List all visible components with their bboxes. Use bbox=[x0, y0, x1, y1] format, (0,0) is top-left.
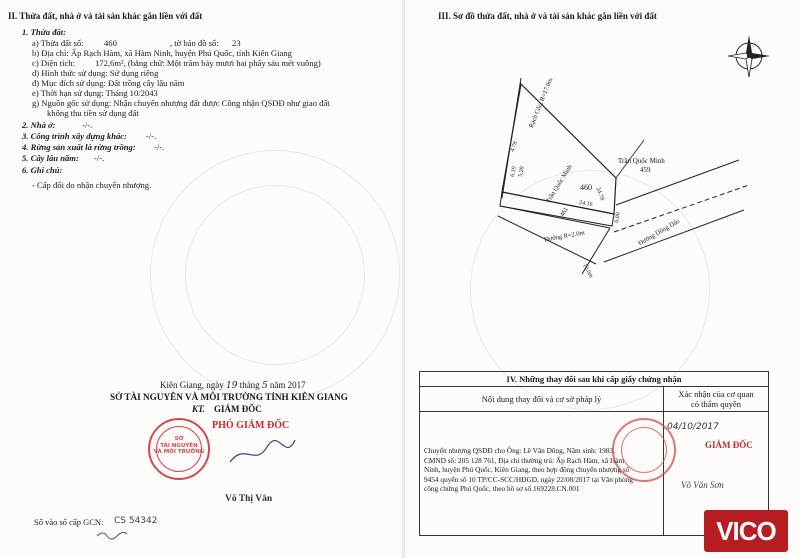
deputy-director-title: PHÓ GIÁM ĐỐC bbox=[212, 420, 290, 431]
entry-line: CMND số: 205 128 761, Địa chỉ thường trú: Ấp Rạch Hàm, xã Hàm bbox=[424, 455, 625, 465]
parcel-no-value: 460 bbox=[104, 38, 117, 48]
confirm-signer: Võ Văn Sơn bbox=[681, 480, 724, 490]
handwritten-date: 04/10/2017 bbox=[667, 422, 719, 432]
date-month-label: tháng bbox=[239, 380, 260, 390]
date-year: năm 2017 bbox=[269, 380, 306, 390]
forest-value: -/-. bbox=[154, 142, 165, 152]
map-no-value: 23 bbox=[232, 38, 241, 48]
entry-line: Ninh, huyện Phú Quốc, Kiên Giang, theo hợp đồng chuyển nhượng số bbox=[424, 465, 630, 474]
usage-form: d) Hình thức sử dụng: Sử dụng riêng bbox=[32, 68, 159, 78]
canal-label: Rạch Cốc, R=17.0m bbox=[527, 77, 555, 129]
date-prefix: Kiên Giang, ngày bbox=[160, 380, 224, 390]
neighbor-top-name: Trần Quốc Minh bbox=[618, 157, 665, 165]
section-iii-title: III. Sơ đồ thửa đất, nhà ở và tài sản khác gắn liền với đất bbox=[438, 11, 657, 21]
cert-registry-label: Số vào sổ cấp GCN: bbox=[34, 517, 104, 527]
date-month: 5 bbox=[261, 381, 268, 391]
vico-logo bbox=[704, 510, 788, 552]
usage-origin-cont: không thu tiền sử dụng đất bbox=[47, 108, 139, 118]
changes-col-confirm: Xác nhận của cơ quan có thẩm quyền bbox=[664, 387, 769, 412]
changes-col-content: Nội dung thay đổi và cơ sở pháp lý bbox=[420, 387, 664, 412]
house-heading: 2. Nhà ở: bbox=[22, 120, 56, 130]
issue-date bbox=[160, 380, 306, 391]
entry-line: Chuyển nhượng QSDĐ cho Ông: Lê Văn Dũng, Năm sinh: 1983, bbox=[424, 446, 615, 455]
land-heading: 1. Thửa đất: bbox=[22, 27, 67, 37]
side-6-19: 6.19 bbox=[509, 166, 518, 178]
map-no-label: , tờ bản đồ số: bbox=[170, 38, 219, 48]
issuer-name: SỞ TÀI NGUYÊN VÀ MÔI TRƯỜNG TỈNH KIÊN GIANG bbox=[110, 392, 348, 402]
usage-origin: g) Nguồn gốc sử dụng: Nhận chuyển nhượng đất được Công nhận QSDĐ như giao đất bbox=[32, 98, 330, 108]
signer-name: Võ Thị Vân bbox=[225, 494, 273, 504]
perennial-value: -/-. bbox=[94, 153, 105, 163]
changes-seal bbox=[612, 418, 676, 482]
side-24-78: 24.78 bbox=[594, 186, 605, 202]
kt-label: KT. bbox=[192, 404, 205, 414]
official-seal bbox=[148, 418, 210, 480]
cert-registry-number: CS 54342 bbox=[114, 516, 158, 526]
usage-term: e) Thời hạn sử dụng: Tháng 10/2043 bbox=[32, 88, 158, 98]
construction-value: -/-. bbox=[146, 131, 157, 141]
director-signature bbox=[225, 432, 305, 472]
dong-dao-road-label: Đường Dông Dão bbox=[637, 217, 682, 248]
neighbor-bottom-name: Trần Quốc Minh bbox=[544, 163, 574, 205]
side-10-0: 10.0m bbox=[581, 263, 594, 280]
area-label: c) Diện tích: bbox=[32, 58, 75, 68]
changes-heading: IV. Những thay đổi sau khi cấp giấy chứng nhận bbox=[420, 372, 769, 387]
construction-heading: 3. Công trình xây dựng khác: bbox=[22, 131, 127, 141]
notes-value: - Cấp đổi do nhận chuyển nhượng. bbox=[32, 180, 152, 190]
neighbor-top-number: 459 bbox=[640, 166, 651, 174]
notes-heading: 6. Ghi chú: bbox=[22, 165, 63, 175]
vico-logo-text: VICO bbox=[716, 515, 776, 546]
date-day: 19 bbox=[225, 381, 238, 391]
house-value: -/-. bbox=[82, 120, 93, 130]
section-ii-title: II. Thửa đất, nhà ở và tài sản khác gắn liền với đất bbox=[8, 11, 203, 21]
usage-purpose: đ) Mục đích sử dụng: Đất trồng cây lâu năm bbox=[32, 78, 185, 88]
address-line: b) Địa chỉ: Ấp Rạch Hàm, xã Hàm Ninh, huyện Phú Quốc, tỉnh Kiên Giang bbox=[32, 48, 292, 58]
parcel-diagram bbox=[404, 0, 800, 300]
seal-text: SỞ TÀI NGUYÊN VÀ MÔI TRƯỜNG bbox=[153, 436, 205, 455]
neighbor-bottom-number: 461 bbox=[558, 206, 570, 219]
entry-line: 9454 quyển số 10 TP/CC-SCC/HĐGD, ngày 22/08/2017 tại Văn phòng bbox=[424, 474, 633, 484]
side-24-16: 24.16 bbox=[578, 199, 593, 209]
director-title: GIÁM ĐỐC bbox=[214, 404, 262, 414]
forest-heading: 4. Rừng sản xuất là rừng trồng: bbox=[22, 142, 136, 152]
entry-line: công chứng Phú Quốc, theo hồ sơ số.169228.CN.001 bbox=[424, 484, 580, 493]
parcel-460-label: 460 bbox=[580, 183, 592, 192]
side-5-28: 5.28 bbox=[517, 166, 526, 178]
confirm-director-title: GIÁM ĐỐC bbox=[705, 440, 753, 450]
area-value: 172,6m², (bằng chữ: Một trăm bảy mươi hai phẩy sáu mét vuông) bbox=[95, 58, 321, 68]
side-6-00: 6.00 bbox=[613, 212, 622, 224]
registry-initials bbox=[95, 528, 135, 542]
small-road-label: Đường R=2.0m bbox=[543, 229, 586, 244]
side-4-78: 4.78 bbox=[509, 140, 520, 153]
parcel-no-label: a) Thửa đất số: bbox=[32, 38, 84, 48]
perennial-heading: 5. Cây lâu năm: bbox=[22, 153, 79, 163]
